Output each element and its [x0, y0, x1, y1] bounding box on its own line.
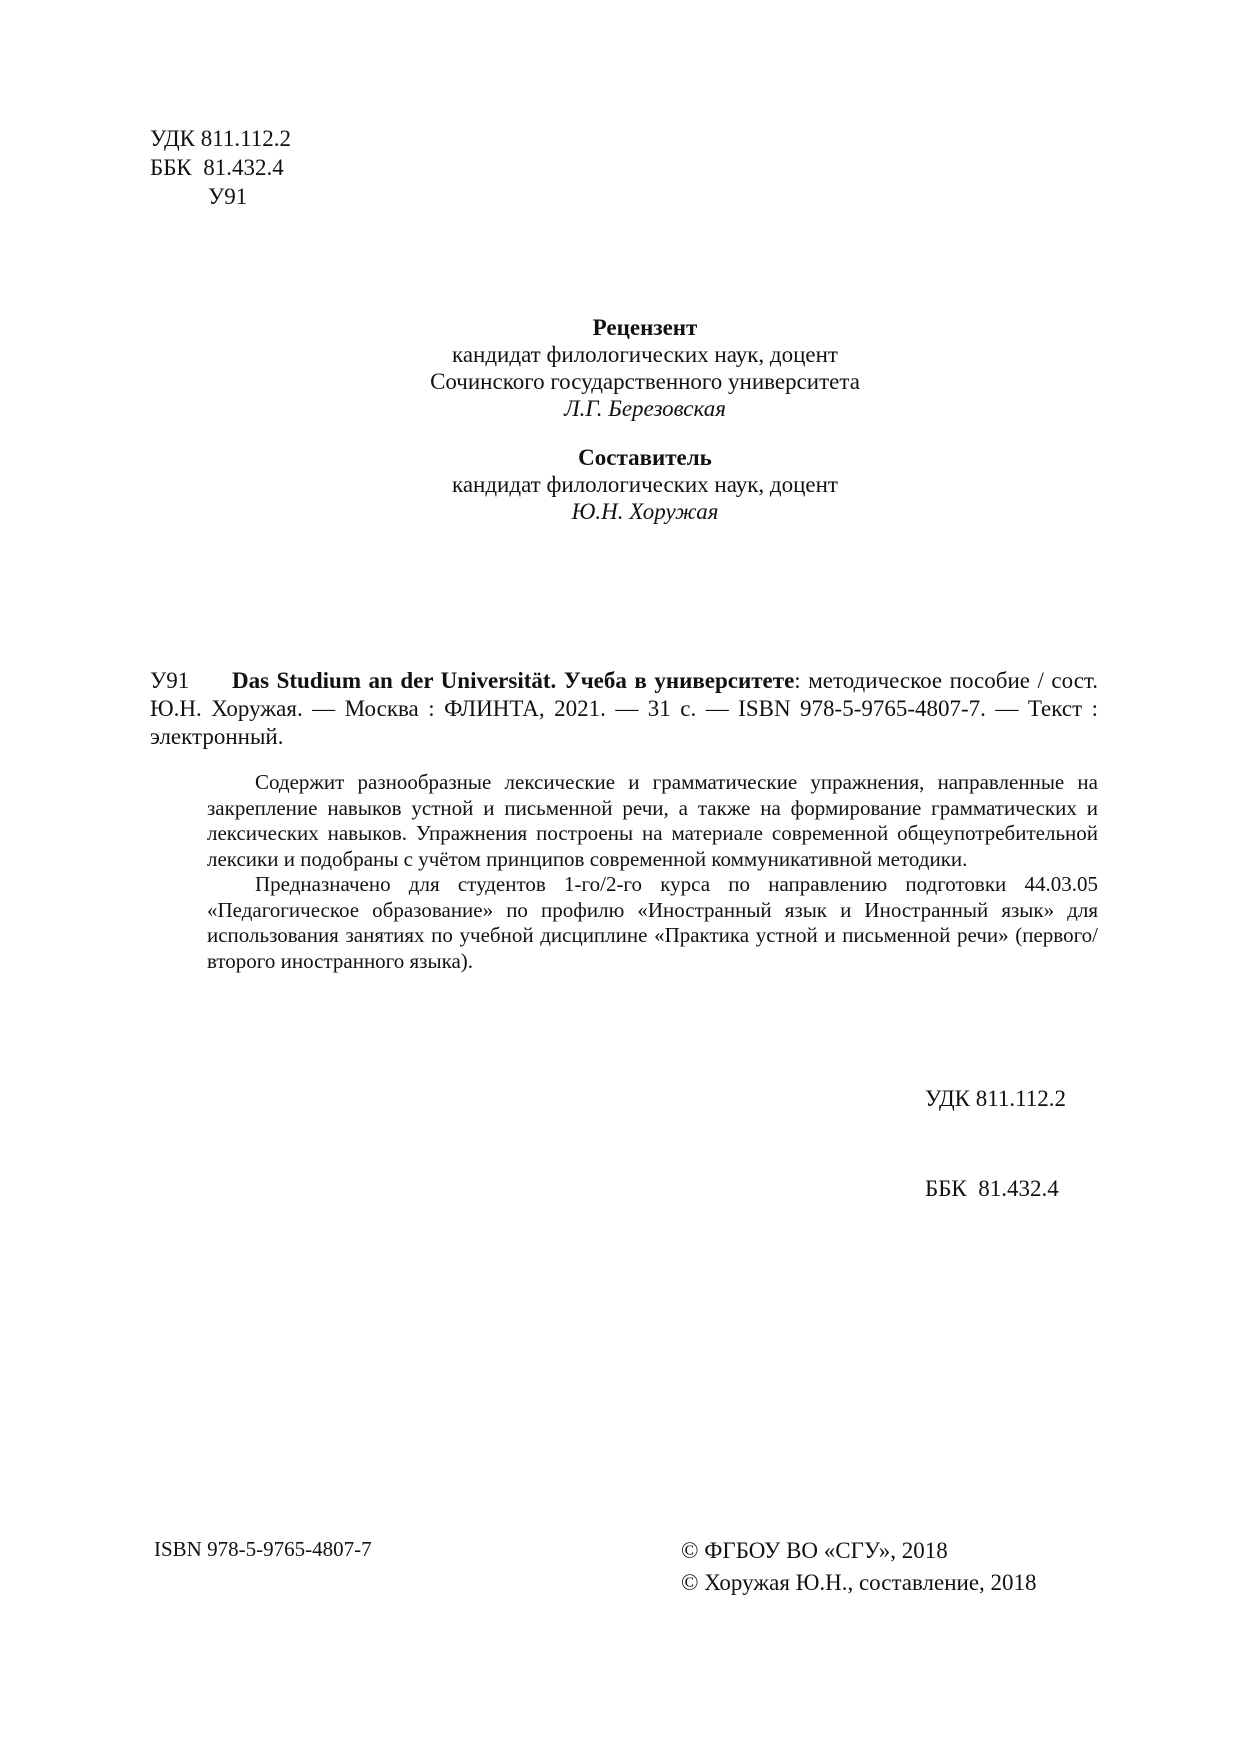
classification-bottom: [925, 1024, 1066, 1234]
author-mark: У91: [208, 184, 248, 209]
bbk-code: ББК 81.432.4: [925, 1176, 1059, 1201]
reviewer-heading: Рецензент: [592, 315, 698, 340]
isbn: ISBN 978-5-9765-4807-7: [154, 1537, 372, 1561]
compiler-block: [200, 444, 1090, 525]
abstract-paragraph: Содержит разнообразные лексические и грамматические упражнения, направленные на закрепление навыков устной и письменной речи, а также на формирование грамматических и лексических навыков. Упражнения построены на материале современной общеупотребительной лексики и подобраны с учётом принципов современной коммуникативной методики.: [207, 770, 1098, 871]
compiler-heading: Составитель: [578, 445, 712, 470]
copyright-line: © ФГБОУ ВО «СГУ», 2018: [681, 1538, 948, 1563]
bib-description: : методическое пособие / сост. Ю.Н. Хоружая. — Москва : ФЛИНТА, 2021. — 31 с. — ISBN 978-5-9765-4807-7. — Текст : электронный.: [150, 668, 1098, 749]
bibliographic-record: [150, 667, 1098, 751]
bib-author-mark: У91: [150, 668, 190, 693]
udk-code: УДК 811.112.2: [150, 126, 292, 151]
abstract-paragraph: Предназначено для студентов 1-го/2-го курса по направлению подготовки 44.03.05 «Педагогическое образование» по профилю «Иностранный язык и Иностранный язык» для использования занятиях по учебной дисциплине «Практика устной и письменной речи» (первого/второго иностранного языка).: [207, 872, 1098, 973]
reviewer-degree: кандидат филологических наук, доцент: [452, 342, 838, 367]
abstract: [207, 770, 1098, 974]
compiler-name: Ю.Н. Хоружая: [571, 499, 719, 524]
copyright-block: [681, 1535, 1037, 1599]
reviewer-affiliation: Сочинского государственного университета: [430, 369, 860, 394]
udk-code: УДК 811.112.2: [925, 1086, 1067, 1111]
reviewer-name: Л.Г. Березовская: [564, 396, 726, 421]
compiler-degree: кандидат филологических наук, доцент: [452, 472, 838, 497]
reviewer-block: [200, 314, 1090, 422]
bbk-code: ББК 81.432.4: [150, 155, 284, 180]
bib-text: [150, 667, 1098, 751]
classification-top: [150, 124, 291, 211]
copyright-line: © Хоружая Ю.Н., составление, 2018: [681, 1570, 1037, 1595]
book-title: Das Studium an der Universität. Учеба в университете: [232, 668, 795, 693]
